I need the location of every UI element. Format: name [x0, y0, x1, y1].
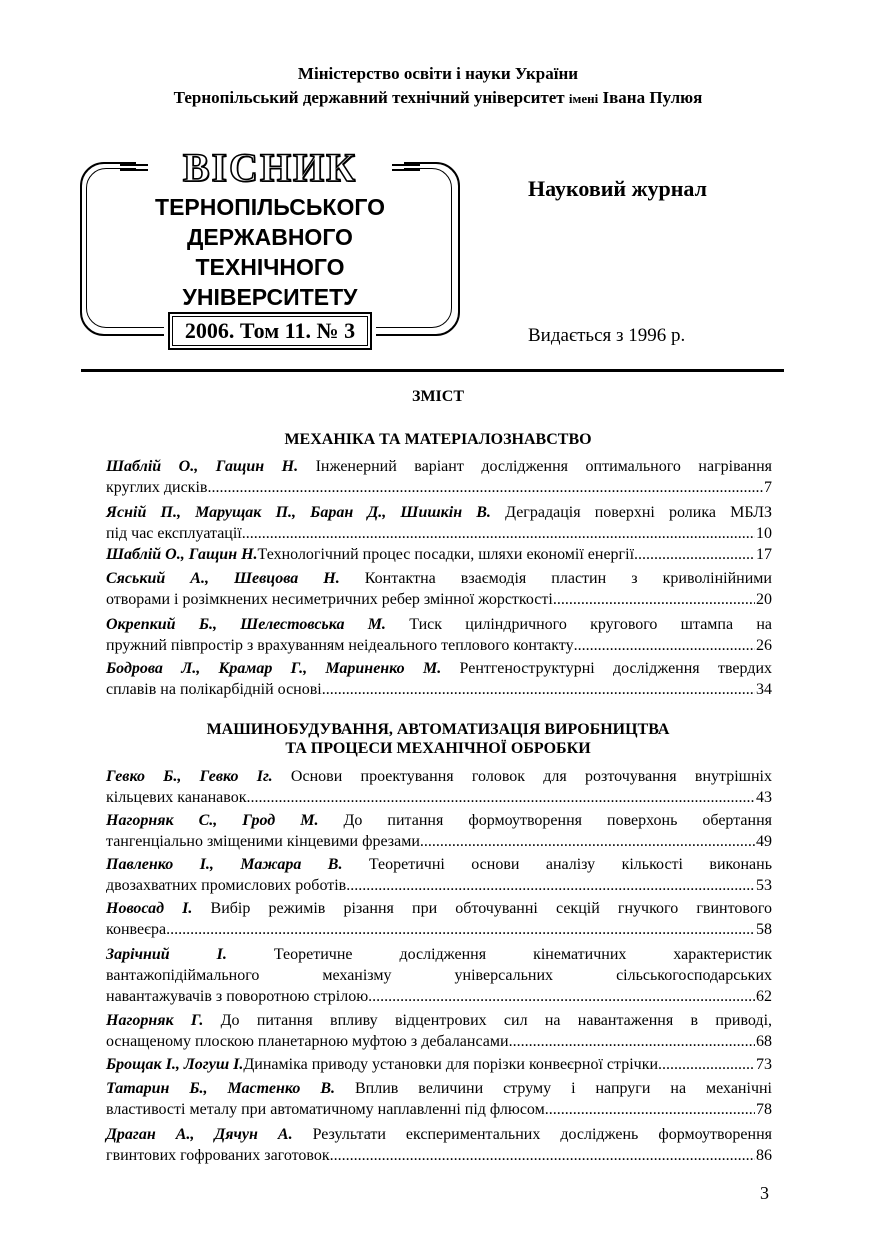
- toc-entry-last-line: [106, 679, 772, 700]
- toc-entry-title-cont: оснащеному плоскою планетарною муфтою з дебалансами: [106, 1033, 509, 1050]
- toc-entry-title: Результати експериментальних досліджень формоутворення: [292, 1126, 772, 1143]
- toc-leader-dots: [658, 1054, 755, 1075]
- toc-entry-page: 73: [756, 1056, 772, 1073]
- toc-entry-authors: Нагорняк С., Грод М.: [106, 812, 319, 829]
- university-honoree: Івана Пулюя: [598, 88, 703, 107]
- toc-entry-authors: Павленко І., Мажара В.: [106, 856, 343, 873]
- toc-entry[interactable]: [106, 614, 772, 656]
- toc-entry-first-line: [106, 944, 772, 965]
- toc-entry-first-line: [106, 1124, 772, 1145]
- toc-entry-title: Технологічний процес посадки, шляхи економії енергії: [257, 546, 635, 563]
- toc-entry-title: Теоретичні основи аналізу кількості виконань: [342, 856, 772, 873]
- masthead-name-line: ТЕРНОПІЛЬСЬКОГО: [155, 194, 385, 220]
- toc-entry-title: До питання впливу відцентрових сил на навантаження в приводі,: [203, 1012, 773, 1029]
- section-title-line: ТА ПРОЦЕСИ МЕХАНІЧНОЇ ОБРОБКИ: [285, 740, 591, 757]
- toc-entry-authors: Новосад І.: [106, 900, 193, 917]
- toc-entry-authors: Шаблій О., Гащин Н.: [106, 546, 258, 563]
- toc-entry-title-cont: тангенціально зміщеними кінцевими фрезами: [106, 833, 420, 850]
- toc-entry-page: 86: [756, 1147, 772, 1164]
- toc-entry-title: Динаміка приводу установки для порізки конвеєрної стрічки: [243, 1056, 659, 1073]
- toc-entry-title-cont: отворами і розімкнених несиметричних ребер змінної жорсткості: [106, 591, 553, 608]
- toc-leader-dots: [574, 635, 755, 656]
- toc-entry-last-line: [106, 477, 772, 498]
- toc-entry-line: [106, 544, 772, 565]
- toc-entry-first-line: [106, 502, 772, 523]
- toc-entry-first-line: [106, 854, 772, 875]
- toc-entry-title: Вплив величини струму і напруги на механічні: [335, 1080, 772, 1097]
- toc-leader-dots: [242, 523, 755, 544]
- toc-entry-authors: Шаблій О., Гащин Н.: [106, 458, 299, 475]
- toc-entry-title-cont: властивості металу при автоматичному наплавленні під флюсом: [106, 1101, 545, 1118]
- toc-entry-first-line: [106, 568, 772, 589]
- toc-entry-last-line: [106, 787, 772, 808]
- toc-entry-last-line: [106, 986, 772, 1007]
- toc-entry-first-line: [106, 614, 772, 635]
- toc-title: ЗМІСТ: [412, 388, 464, 405]
- toc-entry-page: 10: [756, 525, 772, 542]
- toc-entry-title-cont: круглих дисків: [106, 479, 208, 496]
- toc-entry-last-line: [106, 635, 772, 656]
- toc-entry-middle-line: вантажопідіймального механізму універсальних сільськогосподарських: [106, 967, 772, 984]
- toc-entry-title-cont: гвинтових гофрованих заготовок: [106, 1147, 330, 1164]
- toc-entry-title: До питання формоутворення поверхонь обертання: [318, 812, 772, 829]
- toc-entry-title-cont: кільцевих кананавок: [106, 789, 247, 806]
- toc-entry[interactable]: [106, 544, 772, 565]
- toc-entry-last-line: [106, 875, 772, 896]
- toc-entry-first-line: [106, 766, 772, 787]
- toc-entry-first-line: [106, 658, 772, 679]
- toc-entry-title-cont: під час експлуатації: [106, 525, 242, 542]
- toc-entry-page: 43: [756, 789, 772, 806]
- toc-entry-title: Інженерний варіант дослідження оптимального нагрівання: [298, 458, 773, 475]
- masthead-title: ВІСНИК: [182, 145, 358, 190]
- toc-entry[interactable]: [106, 1124, 772, 1166]
- toc-leader-dots: [420, 831, 755, 852]
- issue-label: 2006. Том 11. № 3: [168, 312, 372, 350]
- toc-entry-first-line: [106, 1010, 772, 1031]
- toc-entry-page: 58: [756, 921, 772, 938]
- toc-entry-authors: Зарічний І.: [106, 946, 227, 963]
- toc-entry[interactable]: [106, 1010, 772, 1052]
- toc-entry[interactable]: [106, 456, 772, 498]
- toc-entry-first-line: [106, 456, 772, 477]
- toc-leader-dots: [246, 787, 755, 808]
- university-imeni: імені: [568, 91, 599, 106]
- toc-entry-first-line: [106, 810, 772, 831]
- toc-entry-title-cont: конвеєра: [106, 921, 167, 938]
- toc-entry-page: 7: [764, 479, 772, 496]
- header-divider: [81, 369, 784, 372]
- toc-entry[interactable]: [106, 898, 772, 940]
- masthead-name-line: ДЕРЖАВНОГО: [187, 224, 353, 250]
- toc-entry-title: Тиск циліндричного кругового штампа на: [385, 616, 772, 633]
- toc-entry-last-line: [106, 1145, 772, 1166]
- toc-entry-page: 20: [756, 591, 772, 608]
- toc-entry-page: 68: [756, 1033, 772, 1050]
- toc-entry-line: [106, 1054, 772, 1075]
- section-title-line: МАШИНОБУДУВАННЯ, АВТОМАТИЗАЦІЯ ВИРОБНИЦТВА: [206, 721, 670, 738]
- masthead-logo: [80, 145, 460, 350]
- toc-entry-title: Деградація поверхні ролика МБЛЗ: [490, 504, 772, 521]
- toc-entry-page: 49: [756, 833, 772, 850]
- toc-entry-title: Теоретичне дослідження кінематичних характеристик: [226, 946, 773, 963]
- toc-entry[interactable]: [106, 766, 772, 808]
- toc-entry-title-cont: навантажувачів з поворотною стрілою: [106, 988, 369, 1005]
- toc-entry-last-line: [106, 1031, 772, 1052]
- university-name-part: Тернопільський державний технічний університет: [173, 88, 569, 107]
- toc-entry-title: Вибір режимів різання при обточуванні секцій гнучкого гвинтового: [192, 900, 772, 917]
- toc-entry-authors: Бодрова Л., Крамар Г., Мариненко М.: [106, 660, 442, 677]
- section-title-engineering: [0, 720, 876, 758]
- toc-entry-authors: Сяський А., Шевцова Н.: [106, 570, 340, 587]
- toc-entry-first-line: [106, 1078, 772, 1099]
- toc-leader-dots: [322, 679, 755, 700]
- journal-type: Науковий журнал: [528, 176, 707, 201]
- toc-leader-dots: [553, 589, 755, 610]
- toc-entry-authors: Драган А., Дячун А.: [106, 1126, 293, 1143]
- toc-entry-authors: Брощак І., Логуш І.: [106, 1056, 244, 1073]
- toc-leader-dots: [509, 1031, 755, 1052]
- toc-entry-title: Контактна взаємодія пластин з криволінійними: [339, 570, 772, 587]
- toc-entry[interactable]: [106, 658, 772, 700]
- toc-entry-authors: Окрепкий Б., Шелестовська М.: [106, 616, 386, 633]
- toc-entry-authors: Гевко Б., Гевко Іг.: [106, 768, 273, 785]
- toc-leader-dots: [368, 986, 755, 1007]
- toc-entry-page: 17: [756, 546, 772, 563]
- toc-entry-last-line: [106, 831, 772, 852]
- toc-leader-dots: [330, 1145, 755, 1166]
- toc-entry-title-cont: пружний півпростір з врахуванням неідеального теплового контакту: [106, 637, 574, 654]
- toc-entry-title: Рентгеноструктурні дослідження твердих: [441, 660, 773, 677]
- toc-leader-dots: [634, 544, 755, 565]
- page-number: 3: [760, 1183, 769, 1203]
- toc-entry-last-line: [106, 523, 772, 544]
- toc-entry-first-line: [106, 898, 772, 919]
- toc-entry-last-line: [106, 589, 772, 610]
- toc-leader-dots: [346, 875, 755, 896]
- toc-entry[interactable]: [106, 568, 772, 610]
- ministry-header: Міністерство освіти і науки України: [297, 64, 579, 83]
- toc-entry-last-line: [106, 1099, 772, 1120]
- masthead-name-line: ТЕХНІЧНОГО: [195, 254, 345, 280]
- toc-entry[interactable]: [106, 1054, 772, 1075]
- toc-entry-authors: Ясній П., Марущак П., Баран Д., Шишкін В.: [106, 504, 491, 521]
- toc-entry-page: 62: [756, 988, 772, 1005]
- toc-entry-page: 78: [756, 1101, 772, 1118]
- toc-entry-page: 53: [756, 877, 772, 894]
- toc-entry-authors: Татарин Б., Мастенко В.: [106, 1080, 335, 1097]
- toc-entry-last-line: [106, 919, 772, 940]
- university-header: [0, 88, 876, 108]
- masthead-university-name: [90, 192, 450, 312]
- toc-entry[interactable]: [106, 1078, 772, 1120]
- published-since: Видається з 1996 р.: [528, 325, 686, 346]
- toc-entry-page: 34: [756, 681, 772, 698]
- toc-entry-authors: Нагорняк Г.: [106, 1012, 204, 1029]
- toc-leader-dots: [207, 477, 763, 498]
- toc-entry-title-cont: двозахватних промислових роботів: [106, 877, 347, 894]
- toc-entry[interactable]: [106, 944, 772, 1007]
- toc-entry-title-cont: сплавів на полікарбідній основі: [106, 681, 322, 698]
- masthead-name-line: УНІВЕРСИТЕТУ: [182, 284, 358, 310]
- toc-leader-dots: [166, 919, 755, 940]
- toc-entry[interactable]: [106, 854, 772, 896]
- section-title-mechanics: [0, 430, 876, 449]
- toc-entry-title: Основи проектування головок для розточування внутрішніх: [272, 768, 772, 785]
- toc-leader-dots: [545, 1099, 755, 1120]
- toc-entry-page: 26: [756, 637, 772, 654]
- toc-entry[interactable]: [106, 810, 772, 852]
- section-title-line: МЕХАНІКА ТА МАТЕРІАЛОЗНАВСТВО: [284, 431, 592, 448]
- toc-entry[interactable]: [106, 502, 772, 544]
